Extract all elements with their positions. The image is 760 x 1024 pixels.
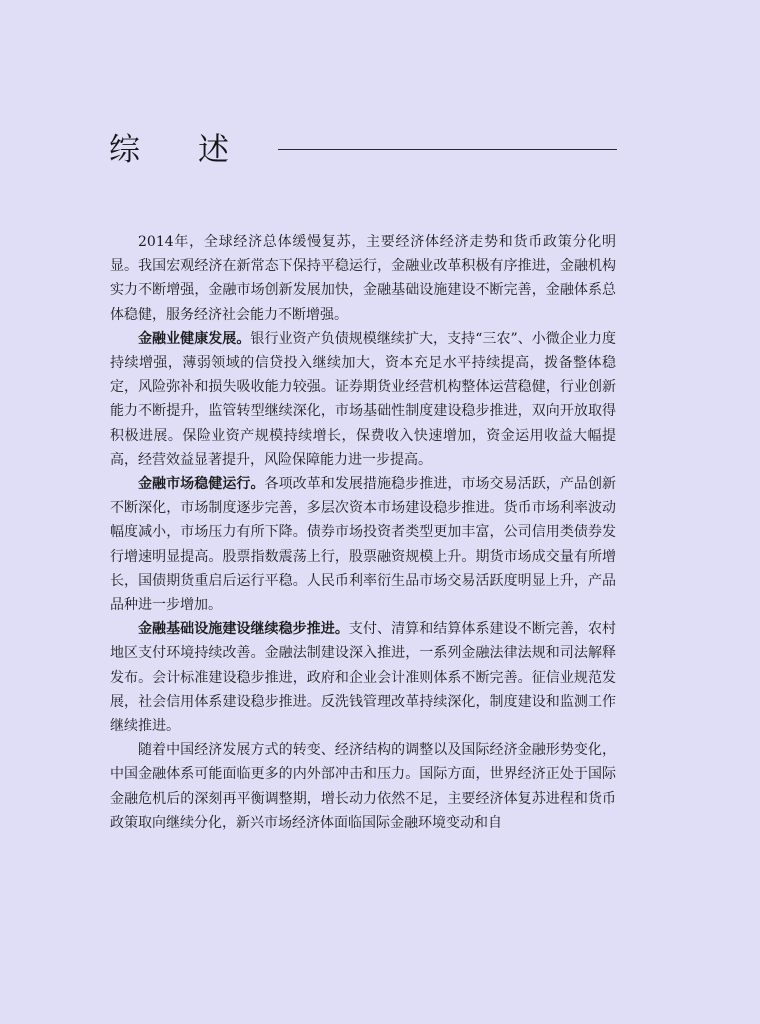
paragraph-text: 随着中国经济发展方式的转变、经济结构的调整以及国际经济金融形势变化，中国金融体系可能面临更多的内外部冲击和压力。国际方面，世界经济正处于国际金融危机后的深刻再平衡调整期，增长动力依然不足，主要经济体复苏进程和货币政策取向继续分化，新兴市场经济体面临国际金融环境变动和自 [110,742,616,831]
body-text [110,230,616,835]
paragraph-text: 支付、清算和结算体系建设不断完善，农村地区支付环境持续改善。金融法制建设深入推进，一系列金融法律法规和司法解释发布。会计标准建设稳步推进，政府和企业会计准则体系不断完善。征信业规范发展，社会信用体系建设稳步推进。反洗钱管理改革持续深化，制度建设和监测工作继续推进。 [110,621,617,735]
paragraph-2 [110,327,616,472]
paragraph-5 [110,738,616,835]
paragraph-text: 2014年，全球经济总体缓慢复苏，主要经济体经济走势和货币政策分化明显。我国宏观经济在新常态下保持平稳运行，金融业改革积极有序推进，金融机构实力不断增强，金融市场创新发展加快，金融基础设施建设不断完善，金融体系总体稳健，服务经济社会能力不断增强。 [110,234,616,323]
paragraph-3 [110,472,616,617]
paragraph-lead: 金融业健康发展。 [138,330,251,347]
paragraph-lead: 金融基础设施建设继续稳步推进。 [138,621,349,638]
paragraph-text: 各项改革和发展措施稳步推进，市场交易活跃，产品创新不断深化，市场制度逐步完善，多层次资本市场建设稳步推进。货币市场利率波动幅度减小，市场压力有所下降。债券市场投资者类型更加丰富，公司信用类债券发行增速明显提高。股票指数震荡上行，股票融资规模上升。期货市场成交量有所增长，国债期货重启后运行平稳。人民币利率衍生品市场交易活跃度明显上升，产品品种进一步增加。 [110,476,616,614]
heading-rule [278,149,617,150]
paragraph-lead: 金融市场稳健运行。 [138,476,265,493]
paragraph-4 [110,617,616,738]
section-heading [109,128,617,172]
paragraph-text: 银行业资产负债规模继续扩大，支持“三农”、小微企业力度持续增强，薄弱领域的信贷投入继续加大，资本充足水平持续提高，拨备整体稳定，风险弥补和损失吸收能力较强。证券期货业经营机构整体运营稳健，行业创新能力不断提升，监管转型继续深化，市场基础性制度建设稳步推进，双向开放取得积极进展。保险业资产规模持续增长，保费收入快速增加，资金运用收益大幅提高，经营效益显著提升，风险保障能力进一步提高。 [110,330,616,468]
paragraph-1 [110,230,616,327]
section-title: 综述 [109,132,287,168]
